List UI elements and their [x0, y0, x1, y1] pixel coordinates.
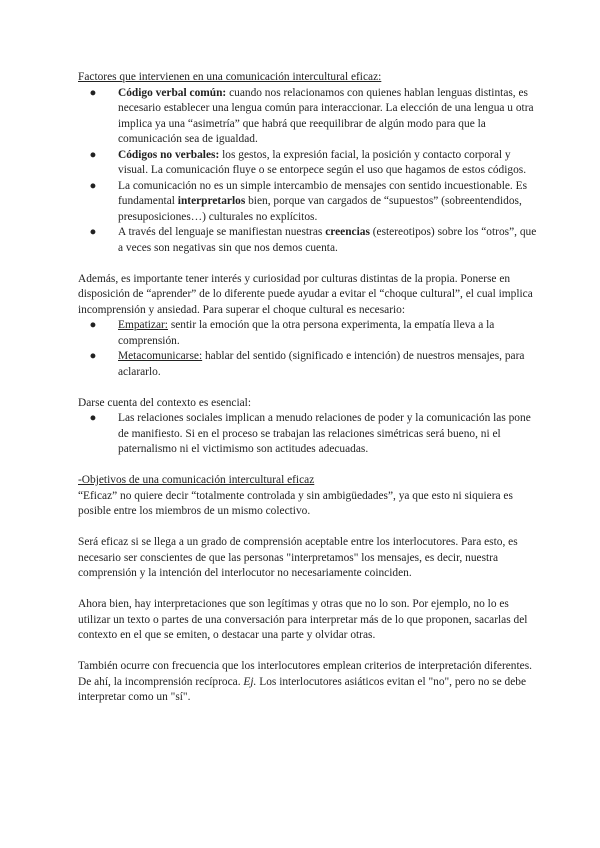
list-item: [89, 225, 540, 256]
list-item: [89, 86, 540, 148]
paragraph-text: Los interlocutores asiáticos evitan el "no", pero no se debe interpretar como un "sí".: [78, 675, 527, 703]
bullet-icon: ●: [89, 412, 97, 424]
bullet-icon: ●: [89, 86, 97, 99]
term-bold: Código verbal común:: [118, 86, 227, 99]
list-item: [89, 179, 540, 226]
bullet-icon: ●: [89, 350, 97, 362]
item-text: bien, porque van cargados de “supuestos” (sobreentendidos, presuposiciones…) culturales no explícitos.: [118, 195, 522, 223]
item-text: cuando nos relacionamos con quienes hablan lenguas distintas, es necesario establecer una lengua común para interaccionar. La elección de una lengua u otra implica ya una “asimetría” que habrá que reequilibrar de algún modo para que la comunicación sea de igualdad.: [118, 86, 534, 145]
paragraph-sera-eficaz: Será eficaz si se llega a un grado de comprensión aceptable entre los interlocutores. Para esto, es necesario ser conscientes de que las personas "interpretamos" los mensajes, es decir, nuestra comprensión y la intención del interlocutor no necesariamente coinciden.: [78, 536, 518, 579]
bullet-icon: ●: [89, 226, 97, 238]
paragraph-ademas: Además, es importante tener interés y curiosidad por culturas distintas de la propia. Ponerse en disposición de “aprender” de lo diferente puede ayudar a evitar el “choque cultural”, el cual implica incomprensión y ansiedad. Para superar el choque cultural es necesario:: [78, 272, 533, 316]
list-item: [89, 318, 540, 349]
item-text: hablar del sentido (significado e intención) de nuestros mensajes, para aclararlo.: [118, 350, 525, 378]
bullet-icon: ●: [89, 148, 97, 161]
factores-list: [78, 86, 540, 257]
paragraph-eficaz: “Eficaz” no quiere decir “totalmente controlada y sin ambigüedades”, ya que esto ni siquiera es posible entre los miembros de un mismo colectivo.: [78, 489, 513, 517]
example-abbrev: Ej.: [243, 675, 257, 688]
section-heading-factores: Factores que intervienen en una comunicación intercultural eficaz:: [78, 71, 382, 83]
list-item: [89, 411, 540, 458]
paragraph-contexto: Darse cuenta del contexto es esencial:: [78, 396, 251, 409]
item-text: sentir la emoción que la otra persona experimenta, la empatía lleva a la comprensión.: [118, 319, 495, 347]
list-item: [89, 148, 540, 179]
contexto-list: [78, 411, 540, 458]
item-text: Las relaciones sociales implican a menudo relaciones de poder y la comunicación las pone de manifiesto. Si en el proceso se trabajan las relaciones simétricas será bueno, ni el paternalismo ni el victimismo son actitudes adecuadas.: [118, 412, 531, 455]
term-bold: creencias: [325, 226, 370, 238]
item-text: La comunicación no es un simple intercambio de mensajes con sentido incuestionable. Es fundamental: [118, 179, 528, 207]
item-text: A través del lenguaje se manifiestan nuestras: [118, 226, 326, 238]
paragraph-interpretaciones: Ahora bien, hay interpretaciones que son legítimas y otras que no lo son. Por ejemplo, no lo es utilizar un texto o partes de una conversación para interpretar más de lo que proponen, sacarlas del contexto en el que se emiten, o destacar una parte y olvidar otras.: [78, 598, 528, 641]
bullet-icon: ●: [89, 179, 97, 192]
bullet-icon: ●: [89, 319, 97, 331]
item-text: los gestos, la expresión facial, la posición y contacto corporal y visual. La comunicación fluye o se entorpece según el uso que hagamos de estos códigos.: [118, 148, 527, 176]
paragraph-text: También ocurre con frecuencia que los interlocutores emplean criterios de interpretación diferentes. De ahí, la incomprensión recíproca.: [78, 660, 532, 688]
choque-cultural-list: [78, 318, 540, 380]
term-bold: interpretarlos: [177, 195, 246, 207]
term-underlined: Metacomunicarse:: [118, 350, 203, 362]
section-heading-objetivos: -Objetivos de una comunicación intercultural eficaz: [78, 474, 315, 486]
paragraph-criterios: [78, 659, 540, 706]
term-underlined: Empatizar:: [118, 319, 168, 331]
item-text: (estereotipos) sobre los “otros”, que a veces son negativas sin que nos demos cuenta.: [118, 226, 537, 254]
list-item: [89, 349, 540, 380]
term-bold: Códigos no verbales:: [118, 148, 220, 161]
